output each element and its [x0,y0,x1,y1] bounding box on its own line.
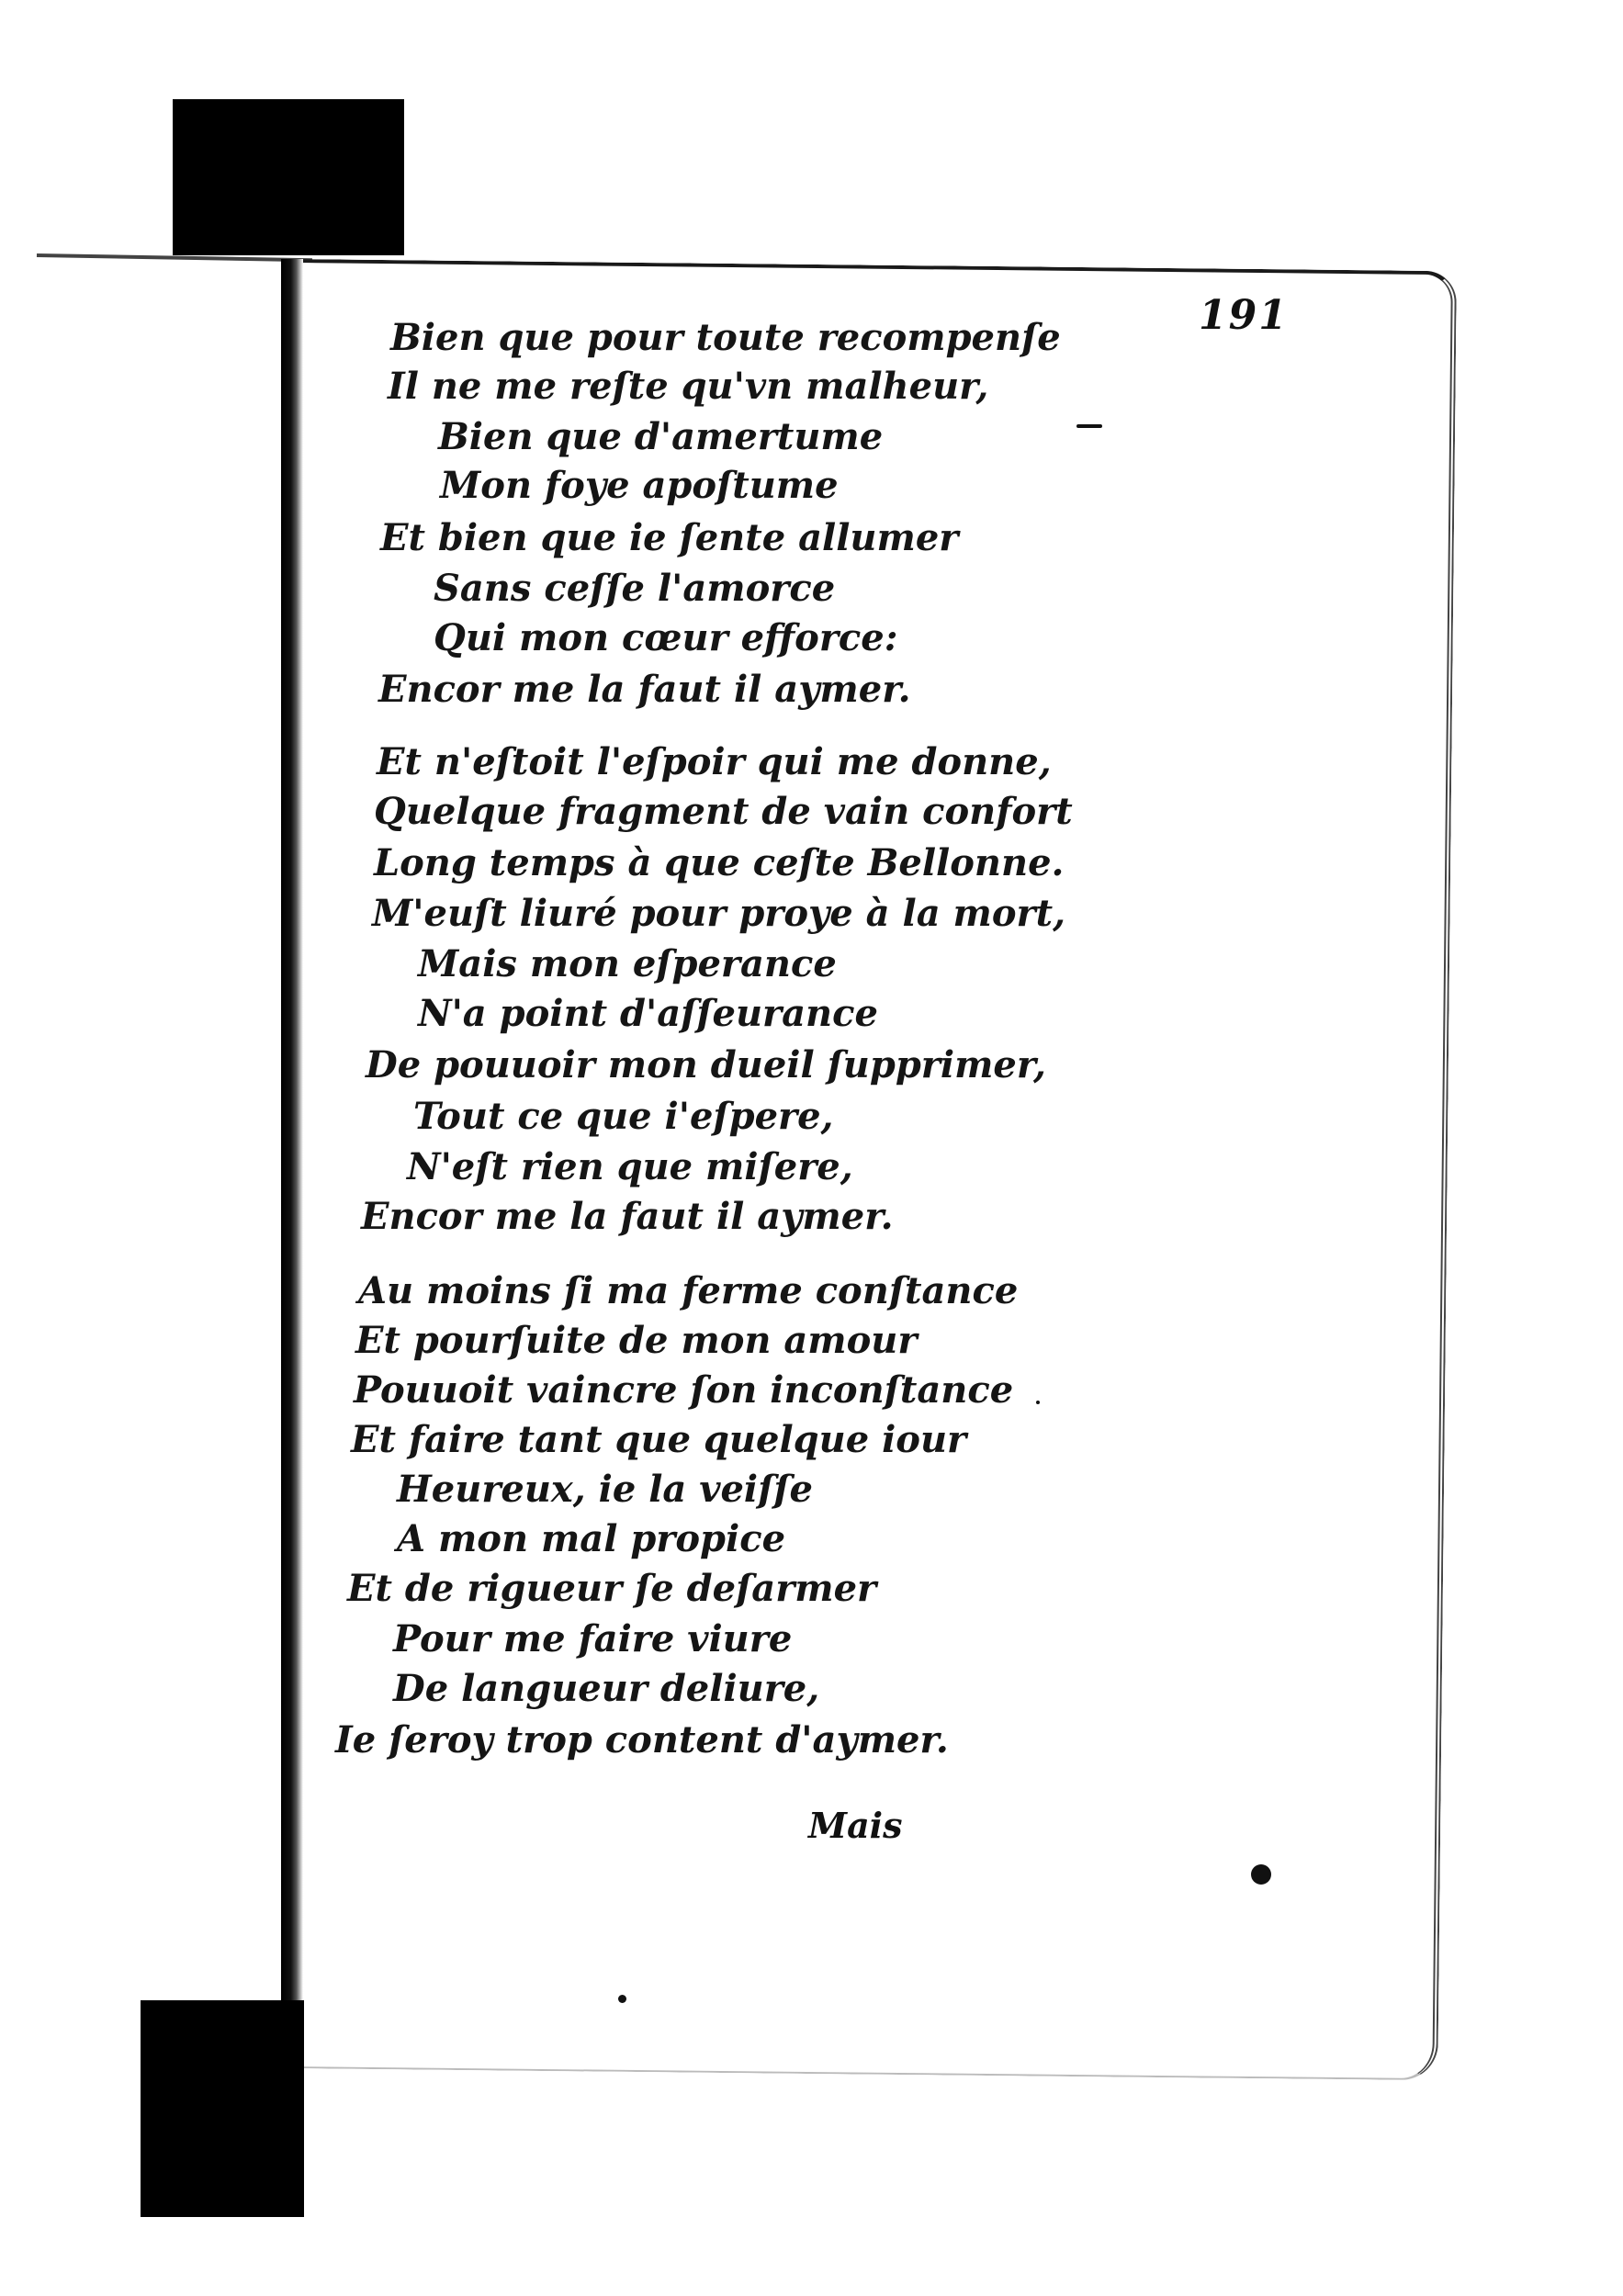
ink-spot [1076,424,1102,428]
book-gutter [281,259,303,2004]
verse-line: Et faire tant que quelque iour [351,1418,967,1461]
verse-line: Et pourſuite de mon amour [355,1319,918,1362]
ink-spot [1251,1864,1271,1885]
verse-line: Et bien que ie ſente allumer [380,516,959,559]
verse-line: N'a point d'aſſeurance [418,992,878,1035]
verse-line: Qui mon cœur efforce: [434,616,898,659]
verse-line: N'eſt rien que miſere, [407,1145,853,1188]
verse-line: De pouuoir mon dueil ſupprimer, [366,1043,1046,1086]
scanner-clamp-bottom [141,2000,304,2217]
verse-line: Encor me la faut il aymer. [378,668,911,711]
verse-line: Mon foye apoſtume [440,464,839,507]
ink-spot [1036,1401,1040,1404]
verse-line: Tout ce que i'eſpere, [413,1095,834,1138]
verse-line: De langueur deliure, [393,1667,820,1710]
verse-line: Et n'eſtoit l'eſpoir qui me donne, [377,740,1052,783]
scanner-clamp-top [173,99,404,255]
verse-line: Encor me la faut il aymer. [361,1195,894,1238]
verse-line: Ie ſeroy trop content d'aymer. [335,1718,949,1761]
verse-line: Bien que d'amertume [438,415,884,458]
verse-line: A mon mal propice [397,1517,786,1560]
verse-line: Long temps à que ceſte Bellonne. [374,841,1065,884]
ink-spot [618,1995,626,2003]
verse-line: Pouuoit vaincre ſon inconſtance [354,1368,1014,1412]
verse-line: Au moins ſi ma ferme conſtance [358,1269,1019,1312]
verse-line: Il ne me reſte qu'vn malheur, [388,365,989,408]
catchword: Mais [808,1805,903,1846]
verse-line: Et de rigueur ſe deſarmer [347,1567,877,1610]
verse-line: Quelque fragment de vain confort [374,790,1073,833]
verse-line: Pour me faire viure [393,1617,793,1660]
verse-line: Bien que pour toute recompenſe [390,316,1061,359]
verse-line: Sans ceſſe l'amorce [434,567,836,610]
page-number: 191 [1199,292,1289,339]
verse-line: M'euſt liuré pour proye à la mort, [372,892,1066,935]
verse-line: Mais mon eſperance [418,942,837,985]
verse-line: Heureux, ie la veiſſe [397,1468,813,1511]
